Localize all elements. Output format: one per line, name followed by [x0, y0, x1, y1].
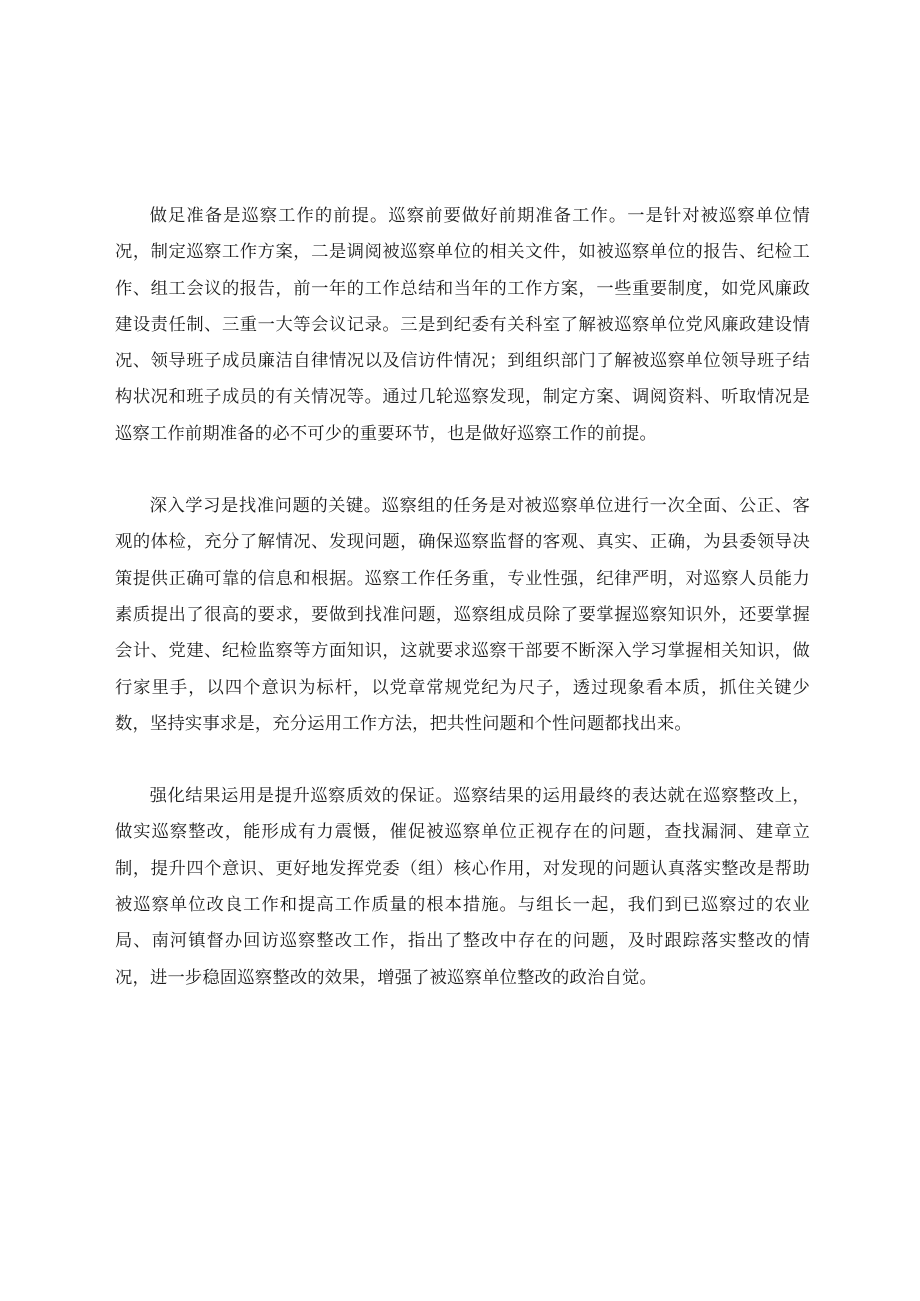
paragraph-results: 强化结果运用是提升巡察质效的保证。巡察结果的运用最终的表达就在巡察整改上，做实巡察整改，能形成有力震慑，催促被巡察单位正视存在的问题，查找漏洞、建章立制，提升四个意识、更好地发挥党委（组）核心作用，对发现的问题认真落实整改是帮助被巡察单位改良工作和提高工作质量的根本措施。与组长一起，我们到已巡察过的农业局、南河镇督办回访巡察整改工作，指出了整改中存在的问题，及时跟踪落实整改的情况，进一步稳固巡察整改的效果，增强了被巡察单位整改的政治自觉。: [115, 786, 810, 988]
paragraph-learning: 深入学习是找准问题的关键。巡察组的任务是对被巡察单位进行一次全面、公正、客观的体检，充分了解情况、发现问题，确保巡察监督的客观、真实、正确，为县委领导决策提供正确可靠的信息和根据。巡察工作任务重，专业性强，纪律严明，对巡察人员能力素质提出了很高的要求，要做到找准问题，巡察组成员除了要掌握巡察知识外，还要掌握会计、党建、纪检监察等方面知识，这就要求巡察干部要不断深入学习掌握相关知识，做行家里手，以四个意识为标杆，以党章常规党纪为尺子，透过现象看本质，抓住关键少数，坚持实事求是，充分运用工作方法，把共性问题和个性问题都找出来。: [115, 496, 810, 734]
paragraph-preparation: 做足准备是巡察工作的前提。巡察前要做好前期准备工作。一是针对被巡察单位情况，制定巡察工作方案，二是调阅被巡察单位的相关文件，如被巡察单位的报告、纪检工作、组工会议的报告，前一年的工作总结和当年的工作方案，一些重要制度，如党风廉政建设责任制、三重一大等会议记录。三是到纪委有关科室了解被巡察单位党风廉政建设情况、领导班子成员廉洁自律情况以及信访件情况；到组织部门了解被巡察单位领导班子结构状况和班子成员的有关情况等。通过几轮巡察发现，制定方案、调阅资料、听取情况是巡察工作前期准备的必不可少的重要环节，也是做好巡察工作的前提。: [115, 206, 810, 444]
document-body: [115, 198, 810, 996]
